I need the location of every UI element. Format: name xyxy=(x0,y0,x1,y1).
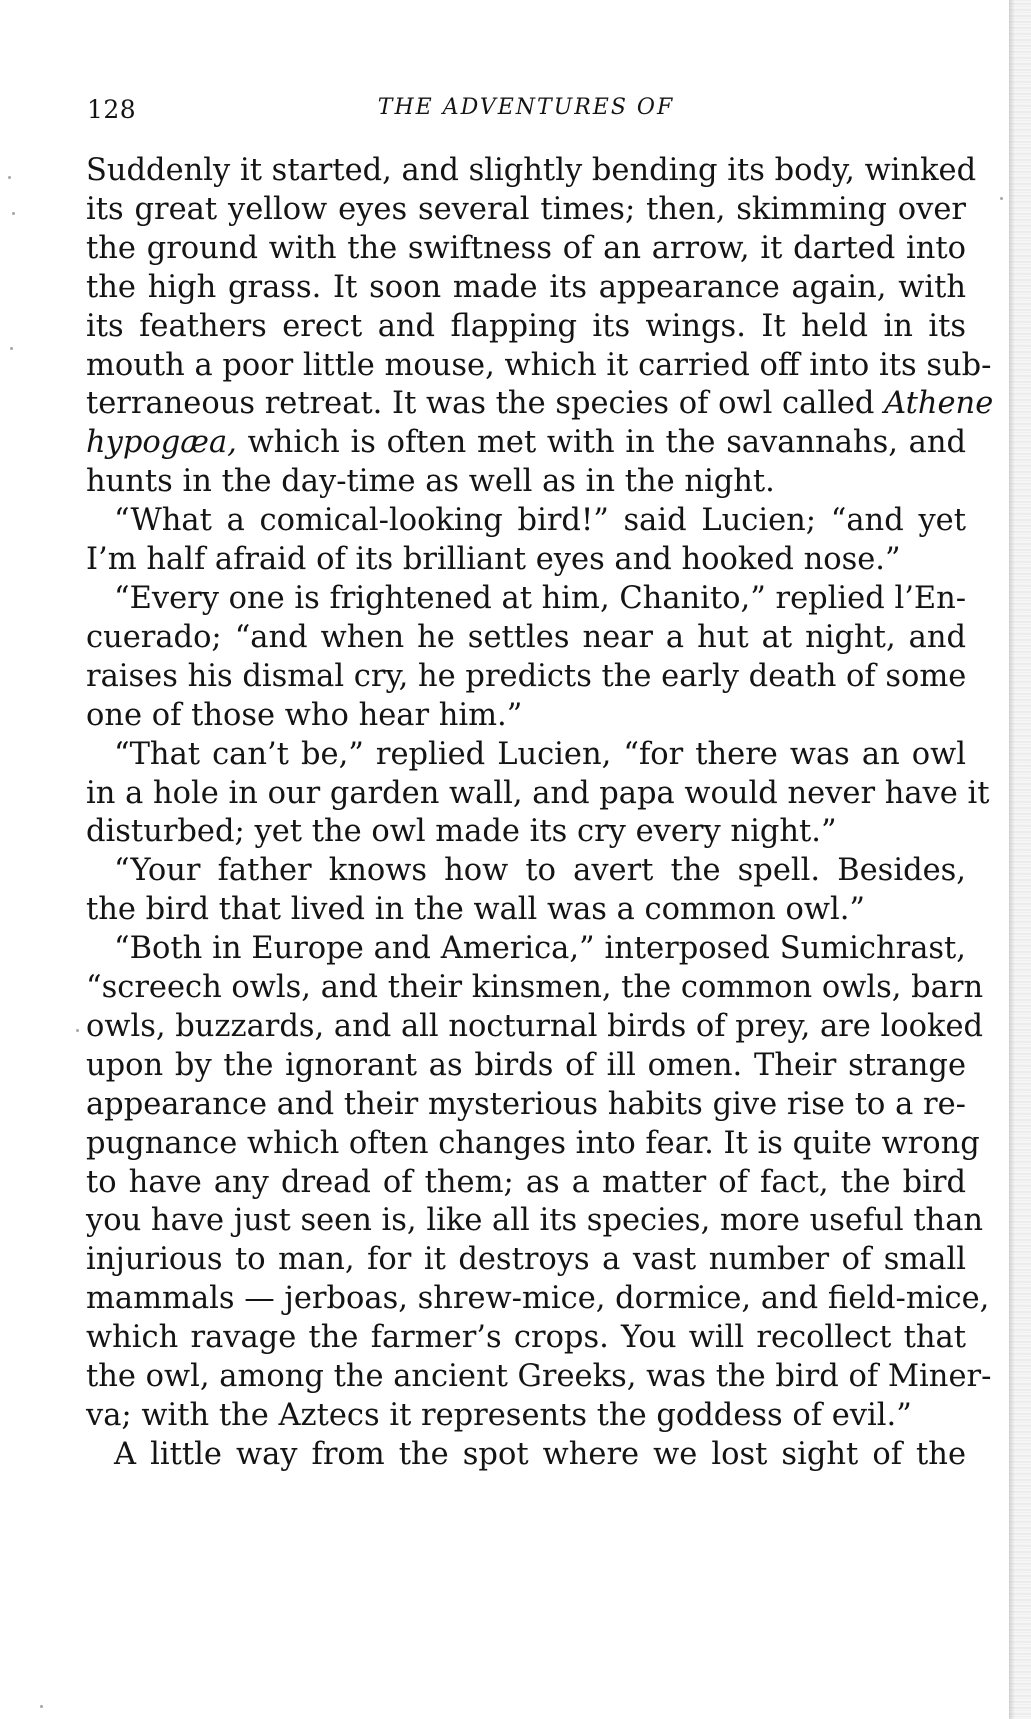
paragraph-5 xyxy=(86,852,966,930)
scan-speck xyxy=(12,212,15,215)
text-line: one of those who hear him.” xyxy=(86,697,523,733)
text-line: in a hole in our garden wall, and papa would never have it xyxy=(86,775,990,811)
text-line: “screech owls, and their kinsmen, the common owls, barn xyxy=(86,970,984,1006)
paragraph-1 xyxy=(86,152,994,502)
text-line: “What a comical-looking bird!” said Lucien; “and yet xyxy=(114,503,966,539)
text-line: “Both in Europe and America,” interposed Sumichrast, xyxy=(114,931,966,967)
scan-speck xyxy=(76,1029,79,1032)
text-fragment: terraneous retreat. It was the species of owl called xyxy=(86,386,875,422)
body-text xyxy=(86,152,994,1475)
text-line: mammals — jerboas, shrew-mice, dormice, and field-mice, xyxy=(86,1281,990,1317)
text-line: its great yellow eyes several times; then, skimming over xyxy=(86,191,966,227)
scan-speck xyxy=(40,1705,43,1708)
text-line: A little way from the spot where we lost sight of the xyxy=(114,1436,966,1472)
text-line: mouth a poor little mouse, which it carried off into its sub- xyxy=(86,347,992,383)
text-line: which ravage the farmer’s crops. You will recollect that xyxy=(86,1320,966,1356)
text-line: I’m half afraid of its brilliant eyes and hooked nose.” xyxy=(86,542,901,578)
scan-edge-shadow xyxy=(1009,0,1031,1719)
text-line: injurious to man, for it destroys a vast number of small xyxy=(86,1242,966,1278)
italic-term-hypogaea: hypogæa, xyxy=(86,425,237,461)
paragraph-4 xyxy=(86,736,990,853)
text-fragment: which is often met with in the savannahs, and xyxy=(236,425,966,461)
text-line: va; with the Aztecs it represents the goddess of evil.” xyxy=(86,1398,912,1433)
scan-speck xyxy=(1000,197,1003,200)
italic-term-athene: Athene xyxy=(884,386,994,422)
text-line: “Every one is frightened at him, Chanito,” replied l’En- xyxy=(114,580,967,616)
scan-speck xyxy=(10,347,13,350)
text-line-with-italic xyxy=(86,385,994,424)
paragraph-2 xyxy=(86,502,966,580)
text-line: raises his dismal cry, he predicts the early death of some xyxy=(86,658,967,694)
paragraph-3 xyxy=(86,580,966,736)
text-line: hunts in the day-time as well as in the night. xyxy=(86,464,775,500)
text-line: upon by the ignorant as birds of ill omen. Their strange xyxy=(86,1047,966,1083)
text-line: disturbed; yet the owl made its cry every night.” xyxy=(86,814,837,850)
text-line: the bird that lived in the wall was a common owl.” xyxy=(86,892,866,928)
text-line: “Your father knows how to avert the spell. Besides, xyxy=(114,853,966,889)
text-line: pugnance which often changes into fear. It is quite wrong xyxy=(86,1125,980,1161)
text-line: the ground with the swiftness of an arrow, it darted into xyxy=(86,230,966,266)
scan-speck xyxy=(8,176,11,179)
text-line: cuerado; “and when he settles near a hut at night, and xyxy=(86,619,966,655)
text-line: its feathers erect and flapping its wings. It held in its xyxy=(86,308,966,344)
text-line: the owl, among the ancient Greeks, was the bird of Miner- xyxy=(86,1359,992,1395)
text-line: owls, buzzards, and all nocturnal birds of prey, are looked xyxy=(86,1008,984,1044)
text-line: “That can’t be,” replied Lucien, “for there was an owl xyxy=(114,736,966,772)
page-header xyxy=(87,95,965,135)
text-line: you have just seen is, like all its species, more useful than xyxy=(86,1203,984,1239)
text-line: appearance and their mysterious habits give rise to a re- xyxy=(86,1086,966,1122)
paragraph-7 xyxy=(86,1436,966,1475)
text-line: the high grass. It soon made its appearance again, with xyxy=(86,269,966,305)
text-line-with-italic xyxy=(86,424,966,463)
paragraph-6 xyxy=(86,930,992,1436)
text-line: to have any dread of them; as a matter of fact, the bird xyxy=(86,1164,966,1200)
text-line: Suddenly it started, and slightly bending its body, winked xyxy=(86,153,977,188)
running-title: THE ADVENTURES OF xyxy=(377,95,675,120)
page-number: 128 xyxy=(87,95,137,124)
